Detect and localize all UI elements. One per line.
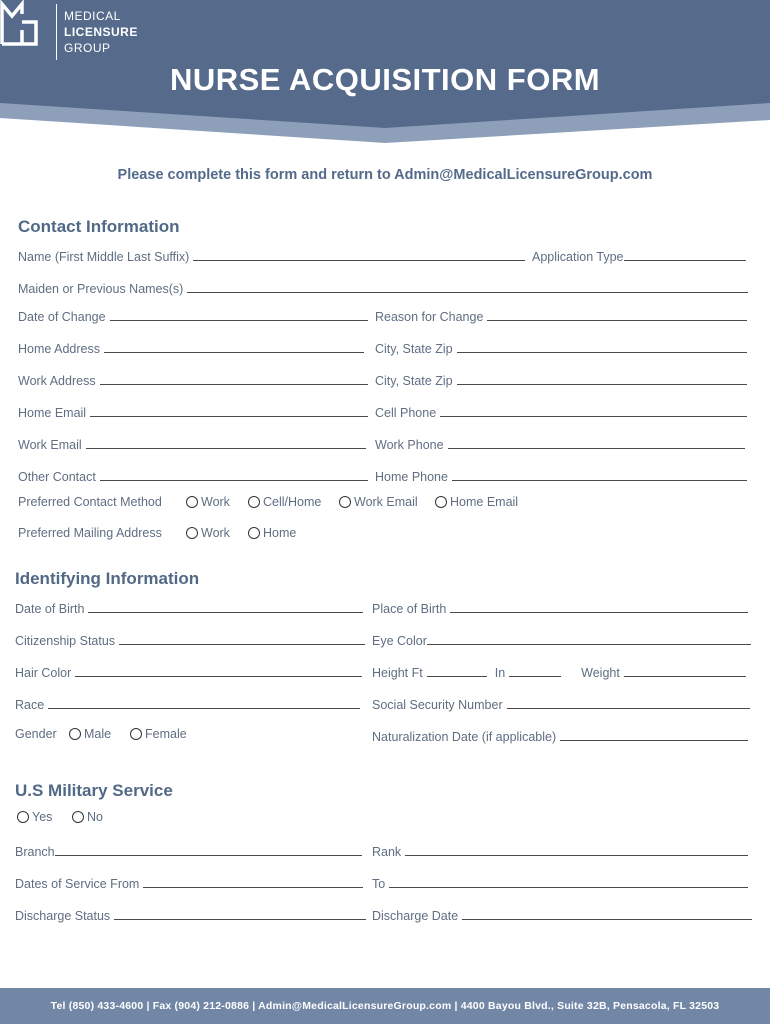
home-email-label: Home Email	[18, 406, 87, 420]
hair-color-field[interactable]	[15, 662, 362, 680]
radio-military-no[interactable]	[72, 810, 103, 824]
reason-for-change-field[interactable]	[375, 306, 747, 324]
dates-of-service-to-input-line[interactable]	[389, 877, 748, 888]
discharge-date-label: Discharge Date	[372, 909, 459, 923]
race-field[interactable]	[15, 694, 360, 712]
name-input-line[interactable]	[193, 250, 525, 261]
application-type-field[interactable]	[532, 246, 746, 264]
hair-color-input-line[interactable]	[75, 666, 362, 677]
date-of-birth-input-line[interactable]	[88, 602, 363, 613]
home-city-state-zip-field[interactable]	[375, 338, 747, 356]
radio-circle-icon[interactable]	[17, 811, 29, 823]
naturalization-date-label: Naturalization Date (if applicable)	[372, 730, 557, 744]
eye-color-label: Eye Color	[372, 634, 427, 648]
maiden-names-input-line[interactable]	[187, 282, 748, 293]
height-weight-field[interactable]	[372, 662, 746, 680]
radio-gender-female-label: Female	[145, 727, 187, 741]
radio-military-yes[interactable]	[17, 810, 52, 824]
eye-color-input-line[interactable]	[427, 634, 751, 645]
race-label: Race	[15, 698, 45, 712]
height-in-label: In	[494, 666, 506, 680]
application-type-input-line[interactable]	[624, 250, 747, 261]
work-address-field[interactable]	[18, 370, 368, 388]
discharge-date-field[interactable]	[372, 905, 752, 923]
radio-circle-icon[interactable]	[69, 728, 81, 740]
work-city-state-zip-field[interactable]	[375, 370, 747, 388]
cell-phone-field[interactable]	[375, 402, 747, 420]
rank-label: Rank	[372, 845, 402, 859]
radio-mailing-home-label: Home	[263, 526, 297, 540]
date-of-change-input-line[interactable]	[110, 310, 368, 321]
radio-gender-female[interactable]	[130, 727, 187, 741]
citizenship-status-field[interactable]	[15, 630, 365, 648]
radio-gender-male[interactable]	[69, 727, 111, 741]
company-logo-icon	[0, 0, 38, 46]
maiden-names-field[interactable]	[18, 278, 748, 296]
home-address-label: Home Address	[18, 342, 100, 356]
dates-of-service-to-field[interactable]	[372, 873, 748, 891]
name-field[interactable]	[18, 246, 525, 264]
section-military-heading: U.S Military Service	[15, 781, 173, 800]
work-address-label: Work Address	[18, 374, 96, 388]
race-input-line[interactable]	[48, 698, 360, 709]
radio-contact-work-email-label: Work Email	[354, 495, 418, 509]
radio-circle-icon[interactable]	[435, 496, 447, 508]
company-name	[64, 8, 138, 56]
radio-contact-work-email[interactable]	[339, 495, 418, 509]
radio-contact-cell-home[interactable]	[248, 495, 321, 509]
ssn-field[interactable]	[372, 694, 750, 712]
work-email-label: Work Email	[18, 438, 82, 452]
work-address-input-line[interactable]	[100, 374, 368, 385]
radio-contact-work[interactable]	[186, 495, 230, 509]
date-of-birth-field[interactable]	[15, 598, 363, 616]
branch-input-line[interactable]	[55, 845, 362, 856]
preferred-contact-method-group	[18, 495, 538, 513]
rank-input-line[interactable]	[405, 845, 748, 856]
discharge-status-input-line[interactable]	[114, 909, 366, 920]
dates-of-service-from-label: Dates of Service From	[15, 877, 140, 891]
cell-phone-label: Cell Phone	[375, 406, 437, 420]
branch-label: Branch	[15, 845, 55, 859]
work-email-input-line[interactable]	[86, 438, 366, 449]
citizenship-status-label: Citizenship Status	[15, 634, 116, 648]
place-of-birth-input-line[interactable]	[450, 602, 748, 613]
work-city-state-zip-input-line[interactable]	[457, 374, 747, 385]
hair-color-label: Hair Color	[15, 666, 72, 680]
home-address-field[interactable]	[18, 338, 364, 356]
home-phone-input-line[interactable]	[452, 470, 747, 481]
name-label: Name (First Middle Last Suffix)	[18, 250, 190, 264]
place-of-birth-label: Place of Birth	[372, 602, 447, 616]
radio-circle-icon[interactable]	[186, 496, 198, 508]
other-contact-label: Other Contact	[18, 470, 96, 484]
work-email-field[interactable]	[18, 434, 366, 452]
cell-phone-input-line[interactable]	[440, 406, 747, 417]
form-title: NURSE ACQUISITION FORM	[169, 62, 601, 97]
other-contact-field[interactable]	[18, 466, 368, 484]
radio-contact-home-email-label: Home Email	[450, 495, 519, 509]
place-of-birth-field[interactable]	[372, 598, 748, 616]
company-name-line3: GROUP	[64, 41, 111, 55]
application-type-label: Application Type	[532, 250, 624, 264]
radio-mailing-work-label: Work	[201, 526, 230, 540]
naturalization-date-field[interactable]	[372, 726, 748, 744]
discharge-status-label: Discharge Status	[15, 909, 111, 923]
section-identifying-heading: Identifying Information	[15, 569, 200, 588]
date-of-change-field[interactable]	[18, 306, 368, 324]
radio-military-no-label: No	[87, 810, 103, 824]
date-of-birth-label: Date of Birth	[15, 602, 85, 616]
dates-of-service-to-label: To	[372, 877, 386, 891]
date-of-change-label: Date of Change	[18, 310, 106, 324]
radio-circle-icon[interactable]	[186, 527, 198, 539]
reason-for-change-label: Reason for Change	[375, 310, 484, 324]
radio-circle-icon[interactable]	[248, 527, 260, 539]
section-contact-heading: Contact Information	[18, 217, 180, 236]
dates-of-service-from-input-line[interactable]	[143, 877, 363, 888]
radio-contact-cell-home-label: Cell/Home	[263, 495, 322, 509]
radio-military-yes-label: Yes	[32, 810, 53, 824]
home-phone-field[interactable]	[375, 466, 747, 484]
home-city-state-zip-input-line[interactable]	[457, 342, 747, 353]
gender-label: Gender	[15, 727, 57, 741]
preferred-mailing-address-label: Preferred Mailing Address	[18, 526, 162, 540]
radio-circle-icon[interactable]	[130, 728, 142, 740]
radio-gender-male-label: Male	[84, 727, 112, 741]
military-service-group	[15, 810, 175, 828]
naturalization-date-input-line[interactable]	[560, 730, 748, 741]
work-phone-field[interactable]	[375, 434, 745, 452]
eye-color-field[interactable]	[372, 630, 751, 648]
citizenship-status-input-line[interactable]	[119, 634, 365, 645]
discharge-status-field[interactable]	[15, 905, 366, 923]
preferred-mailing-address-group	[18, 526, 338, 544]
footer-contact-bar: Tel (850) 433-4600 | Fax (904) 212-0886 | Admin@MedicalLicensureGroup.com | 4400 Bayou Blvd., Suite 32B, Pensacola, FL 32503	[0, 988, 770, 1024]
dates-of-service-from-field[interactable]	[15, 873, 363, 891]
home-address-input-line[interactable]	[104, 342, 364, 353]
discharge-date-input-line[interactable]	[462, 909, 752, 920]
company-name-line1: MEDICAL	[64, 9, 121, 23]
work-city-state-zip-label: City, State Zip	[375, 374, 453, 388]
weight-label: Weight	[581, 666, 620, 680]
weight-input-line[interactable]	[624, 666, 746, 677]
height-ft-input-line[interactable]	[427, 666, 487, 677]
height-in-input-line[interactable]	[509, 666, 561, 677]
branch-field[interactable]	[15, 841, 362, 859]
home-phone-label: Home Phone	[375, 470, 448, 484]
radio-contact-work-label: Work	[201, 495, 230, 509]
height-ft-label: Height Ft	[372, 666, 423, 680]
home-city-state-zip-label: City, State Zip	[375, 342, 453, 356]
form-instruction: Please complete this form and return to Admin@MedicalLicensureGroup.com	[117, 167, 653, 183]
header-banner	[0, 0, 770, 150]
gender-group	[15, 727, 235, 745]
logo-divider	[56, 4, 57, 60]
other-contact-input-line[interactable]	[100, 470, 368, 481]
radio-circle-icon[interactable]	[248, 496, 260, 508]
radio-circle-icon[interactable]	[72, 811, 84, 823]
radio-circle-icon[interactable]	[339, 496, 351, 508]
radio-mailing-home[interactable]	[248, 526, 296, 540]
work-phone-label: Work Phone	[375, 438, 444, 452]
rank-field[interactable]	[372, 841, 748, 859]
ssn-label: Social Security Number	[372, 698, 503, 712]
maiden-names-label: Maiden or Previous Names(s)	[18, 282, 184, 296]
preferred-contact-method-label: Preferred Contact Method	[18, 495, 162, 509]
radio-mailing-work[interactable]	[186, 526, 230, 540]
radio-contact-home-email[interactable]	[435, 495, 518, 509]
home-email-input-line[interactable]	[90, 406, 368, 417]
ssn-input-line[interactable]	[507, 698, 750, 709]
reason-for-change-input-line[interactable]	[487, 310, 747, 321]
home-email-field[interactable]	[18, 402, 368, 420]
work-phone-input-line[interactable]	[448, 438, 745, 449]
company-name-line2: LICENSURE	[64, 25, 138, 39]
